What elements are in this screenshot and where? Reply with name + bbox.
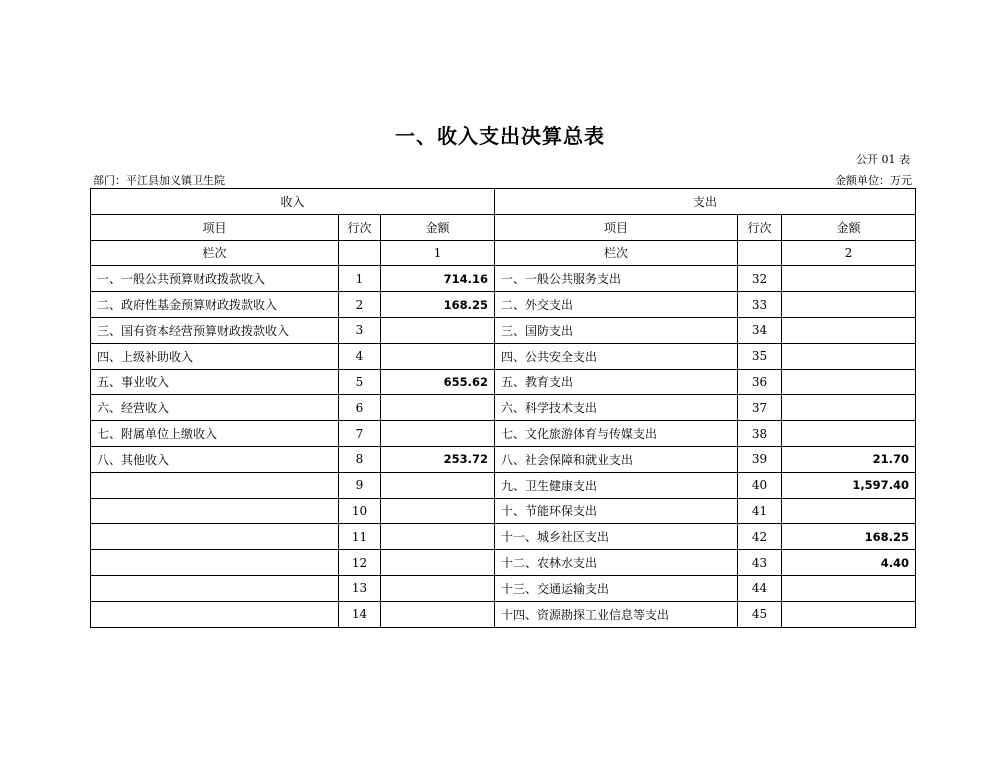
table-row — [91, 575, 916, 601]
expense-item-cell: 八、社会保障和就业支出 — [495, 446, 738, 472]
income-amount-cell — [381, 498, 495, 524]
table-row — [91, 601, 916, 627]
income-amount-cell: 714.16 — [381, 266, 495, 292]
income-item-cell: 一、一般公共预算财政拨款收入 — [91, 266, 339, 292]
income-line-cell: 8 — [339, 446, 381, 472]
expense-item-cell: 七、文化旅游体育与传媒支出 — [495, 421, 738, 447]
expense-item-cell: 十二、农林水支出 — [495, 550, 738, 576]
table-body — [91, 266, 916, 627]
expense-amount-cell — [782, 601, 916, 627]
department-label: 部门：平江县加义镇卫生院 — [93, 174, 225, 187]
expense-line-cell: 44 — [738, 575, 782, 601]
income-amount-cell — [381, 343, 495, 369]
expense-item-cell: 六、科学技术支出 — [495, 395, 738, 421]
form-number: 公开 01 表 — [856, 153, 910, 166]
income-item-cell: 八、其他收入 — [91, 446, 339, 472]
table-row — [91, 343, 916, 369]
expense-line-cell: 43 — [738, 550, 782, 576]
income-line-cell: 9 — [339, 472, 381, 498]
expense-line-cell: 34 — [738, 317, 782, 343]
income-amount-cell: 168.25 — [381, 292, 495, 318]
income-item-cell: 三、国有资本经营预算财政拨款收入 — [91, 317, 339, 343]
income-amount-cell — [381, 550, 495, 576]
income-amount-cell — [381, 317, 495, 343]
expense-line-cell: 42 — [738, 524, 782, 550]
income-item-cell — [91, 601, 339, 627]
expense-item-cell: 四、公共安全支出 — [495, 343, 738, 369]
income-line-cell: 10 — [339, 498, 381, 524]
column-index-row — [91, 240, 916, 266]
expense-item-cell: 十一、城乡社区支出 — [495, 524, 738, 550]
expense-item-cell: 一、一般公共服务支出 — [495, 266, 738, 292]
expense-line-cell: 35 — [738, 343, 782, 369]
income-amount-cell — [381, 524, 495, 550]
table-row — [91, 266, 916, 292]
expense-line-cell: 41 — [738, 498, 782, 524]
income-item-cell: 二、政府性基金预算财政拨款收入 — [91, 292, 339, 318]
income-line-cell: 14 — [339, 601, 381, 627]
income-item-cell — [91, 498, 339, 524]
expense-line-header: 行次 — [738, 214, 782, 240]
income-line-cell: 4 — [339, 343, 381, 369]
income-item-cell: 七、附属单位上缴收入 — [91, 421, 339, 447]
page-title: 一、收入支出决算总表 — [395, 124, 605, 148]
income-line-cell: 11 — [339, 524, 381, 550]
table-row — [91, 524, 916, 550]
income-item-cell — [91, 524, 339, 550]
table-row — [91, 369, 916, 395]
expense-item-header: 项目 — [495, 214, 738, 240]
income-amount-cell — [381, 472, 495, 498]
expense-amount-cell — [782, 292, 916, 318]
table-row — [91, 292, 916, 318]
table-row — [91, 498, 916, 524]
expense-amount-cell — [782, 575, 916, 601]
income-item-cell — [91, 550, 339, 576]
income-line-cell: 7 — [339, 421, 381, 447]
expense-line-cell: 38 — [738, 421, 782, 447]
table-row — [91, 472, 916, 498]
expense-item-cell: 五、教育支出 — [495, 369, 738, 395]
income-line-cell: 13 — [339, 575, 381, 601]
expense-item-cell: 三、国防支出 — [495, 317, 738, 343]
income-line-cell: 5 — [339, 369, 381, 395]
income-item-header: 项目 — [91, 214, 339, 240]
expense-amount-cell: 168.25 — [782, 524, 916, 550]
expense-amount-cell — [782, 395, 916, 421]
expense-item-cell: 九、卫生健康支出 — [495, 472, 738, 498]
expense-line-cell: 45 — [738, 601, 782, 627]
expense-amount-cell: 21.70 — [782, 446, 916, 472]
income-amount-header: 金额 — [381, 214, 495, 240]
expense-line-cell: 40 — [738, 472, 782, 498]
expense-line-cell: 36 — [738, 369, 782, 395]
expense-line-index-cell — [738, 240, 782, 266]
income-column-number: 1 — [381, 240, 495, 266]
income-line-cell: 3 — [339, 317, 381, 343]
expense-amount-cell — [782, 498, 916, 524]
expense-column-label: 栏次 — [495, 240, 738, 266]
income-item-cell — [91, 472, 339, 498]
income-amount-cell — [381, 575, 495, 601]
table-row — [91, 317, 916, 343]
income-line-header: 行次 — [339, 214, 381, 240]
column-header-row — [91, 214, 916, 240]
income-line-index-cell — [339, 240, 381, 266]
income-amount-cell: 655.62 — [381, 369, 495, 395]
expense-amount-header: 金额 — [782, 214, 916, 240]
expense-amount-cell — [782, 421, 916, 447]
income-item-cell: 五、事业收入 — [91, 369, 339, 395]
income-expense-table — [90, 188, 916, 628]
table-row — [91, 550, 916, 576]
expense-section-header: 支出 — [495, 189, 916, 215]
table-row — [91, 446, 916, 472]
income-section-header: 收入 — [91, 189, 495, 215]
income-item-cell: 六、经营收入 — [91, 395, 339, 421]
expense-amount-cell — [782, 369, 916, 395]
expense-item-cell: 二、外交支出 — [495, 292, 738, 318]
expense-item-cell: 十四、资源勘探工业信息等支出 — [495, 601, 738, 627]
income-amount-cell — [381, 601, 495, 627]
expense-item-cell: 十、节能环保支出 — [495, 498, 738, 524]
expense-line-cell: 37 — [738, 395, 782, 421]
expense-line-cell: 32 — [738, 266, 782, 292]
table-row — [91, 421, 916, 447]
income-amount-cell — [381, 395, 495, 421]
expense-amount-cell — [782, 317, 916, 343]
income-item-cell — [91, 575, 339, 601]
income-line-cell: 2 — [339, 292, 381, 318]
income-line-cell: 6 — [339, 395, 381, 421]
expense-amount-cell — [782, 343, 916, 369]
expense-amount-cell: 4.40 — [782, 550, 916, 576]
expense-item-cell: 十三、交通运输支出 — [495, 575, 738, 601]
expense-line-cell: 33 — [738, 292, 782, 318]
income-amount-cell: 253.72 — [381, 446, 495, 472]
amount-unit-label: 金额单位：万元 — [835, 174, 912, 187]
income-item-cell: 四、上级补助收入 — [91, 343, 339, 369]
expense-column-number: 2 — [782, 240, 916, 266]
expense-amount-cell: 1,597.40 — [782, 472, 916, 498]
income-column-label: 栏次 — [91, 240, 339, 266]
expense-amount-cell — [782, 266, 916, 292]
expense-line-cell: 39 — [738, 446, 782, 472]
income-line-cell: 12 — [339, 550, 381, 576]
table-row — [91, 395, 916, 421]
income-line-cell: 1 — [339, 266, 381, 292]
income-amount-cell — [381, 421, 495, 447]
section-header-row — [91, 189, 916, 215]
